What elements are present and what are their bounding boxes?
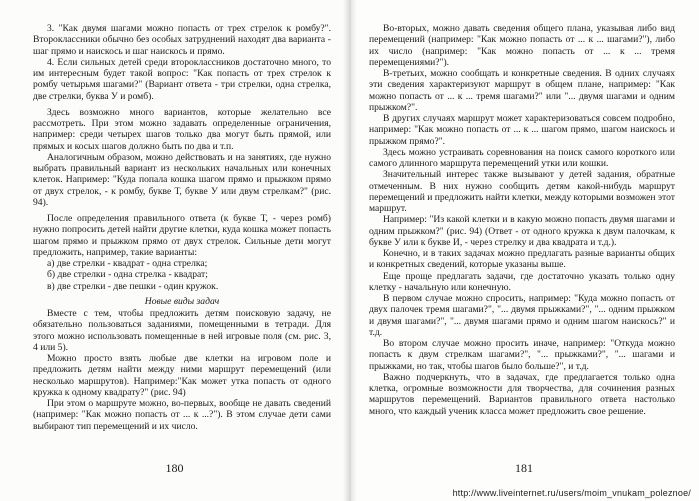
paragraph: Здесь можно устраивать соревнования на поиск самого короткого или самого длинного маршрута перемещений утки или кошки. — [369, 146, 675, 169]
paragraph: В первом случае можно спросить, например: "Куда можно попасть от двух палочек тремя шагами?", "... двумя прыжками?", "... одним прыжком и двумя шагами?", "... двумя шагами прямо и одним шагом наискось?" и т.д. — [369, 293, 675, 338]
left-page-text — [33, 23, 331, 432]
paragraph: Можно просто взять любые две клетки на игровом поле и предложить детям найти между ними маршрут перемещений (или несколько маршрутов). Например:"Как может утка попасть от одного кружка к одному квадрату?" (рис. 94) — [33, 353, 331, 398]
section-heading: Новые виды задач — [144, 295, 220, 307]
list-item: в) две стрелки - две пешки - один кружок. — [47, 280, 219, 292]
paragraph: Значительный интерес также вызывают у детей задания, обратные отмеченным. В них нужно сообщить детям какой-нибудь маршрут перемещений и предложить найти клетки, между которыми возможен этот маршрут. — [369, 169, 675, 214]
paragraph: Важно подчеркнуть, что в задачах, где предлагается только одна клетка, огромные возможности для творчества, для сочинения разных маршрутов перемещений. Вариантов правильного ответа настолько много, что каждый ученик класса может предложить свое решение. — [369, 371, 675, 417]
paragraph: В-третьих, можно сообщать и конкретные сведения. В одних случаях эти сведения характеризуют маршрут в общем плане, например: "Как можно попасть от ... к ... тремя шагами?" или "... двумя шагами и одним прыжком?". — [369, 68, 675, 113]
list-item: а) две стрелки - квадрат - одна стрелка; — [47, 258, 208, 269]
page-number: 180 — [165, 461, 184, 475]
page-number: 181 — [515, 461, 533, 475]
paragraph: Еще проще предлагать задачи, где достаточно указать только одну клетку - начальную или конечную. — [369, 270, 675, 293]
paragraph: Конечно, и в таких задачах можно предлагать разные варианты общих и конкретных сведений, которые указаны выше. — [369, 248, 675, 271]
source-url-watermark: http://www.liveinternet.ru/users/moim_vnukam_poleznoe/ — [452, 488, 691, 498]
left-page — [0, 0, 349, 501]
paragraph: Во-вторых, можно давать сведения общего плана, указывая либо вид перемещений (например: "Как можно попасть от ... к ... шагами?"), либо их число (например: "Как можно попасть от ... к ... тремя перемещениями?"). — [369, 23, 675, 68]
book-gutter-shadow — [343, 0, 357, 501]
paragraph: 4. Если сильных детей среди второклассников достаточно много, то им интересным будет такой вопрос: "Как попасть от трех стрелок к ромбу четырьмя шагами?" (Вариант ответа - три стрелки, одна стрелка, две стрелки, буква У и ромб). — [33, 56, 331, 102]
right-page-text — [369, 23, 675, 417]
paragraph: После определения правильного ответа (к букве Т, - через ромб) нужно попросить детей найти другие клетки, куда кошка может попасть шагом прямо и прыжком прямо от двух стрелок. Сильные дети могут предложить, например, такие варианты: — [33, 213, 331, 258]
paragraph: В других случаях маршрут может характеризоваться совсем подробно, например: "Как можно попасть от ... к ... шагом прямо, шагом наискось и прыжком прямо?". — [369, 113, 675, 147]
paragraph: Здесь возможно много вариантов, которые желательно все рассмотреть. При этом можно задавать определенные ограничения, например: среди четырех шагов только два могут быть прямой, или прямых и косых шагов должно быть по два и т.п. — [33, 106, 331, 152]
paragraph: При этом о маршруте можно, во-первых, вообще не давать сведений (например: "Как можно попасть от ... к ...?"). В этом случае дети сами выбирают тип перемещений и их число. — [33, 398, 331, 432]
paragraph: Например: "Из какой клетки и в какую можно попасть двумя шагами и одним прыжком?" (рис. 94) (Ответ - от одного кружка к двум палочкам, к букве У или к букве И, - через стрелку и два квадрата и т.д.). — [369, 214, 675, 248]
paragraph: Вместе с тем, чтобы предложить детям поисковую задачу, не обязательно пользоваться заданиями, помещенными в тетради. Для этого можно использовать помещенные в ней игровые поля (см. рис. 3, 4 или 5). — [33, 308, 331, 353]
paragraph: Аналогичным образом, можно действовать и на занятиях, где нужно выбрать правильный вариант из нескольких начальных или конечных клеток. Например: "Куда попала кошка шагом прямо и прыжком прямо от двух стрелок, - к ромбу, букве Т, букве У или двум стрелкам?" (рис. 94). — [33, 151, 331, 208]
paragraph: Во втором случае можно просить иначе, например: "Откуда можно попасть к двум стрелкам шагами?", "... прыжками?", "... шагами и прыжками, но так, чтобы шагов было больше?", и т.д. — [369, 338, 675, 372]
right-page — [349, 0, 699, 501]
list-item: б) две стрелки - одна стрелка - квадрат; — [47, 269, 208, 281]
paragraph: 3. "Как двумя шагами можно попасть от трех стрелок к ромбу?". Второклассники обычно без особых затруднений находят два варианта - шаг прямо и наискось и шаг наискось и прямо. — [33, 23, 331, 57]
